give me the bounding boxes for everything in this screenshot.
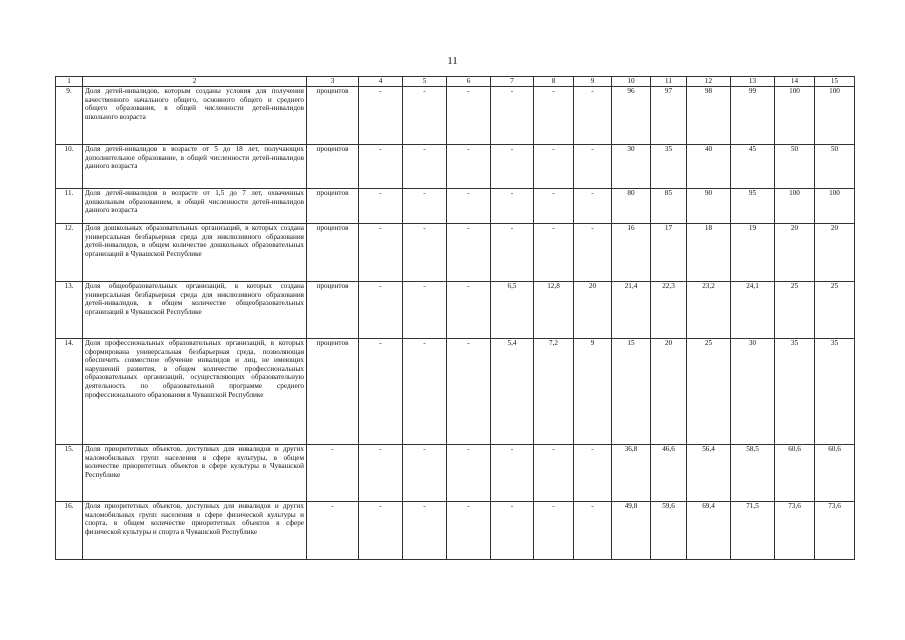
value-cell: 73,6 [815,502,855,560]
value-cell: 50 [775,145,815,189]
table-row [56,282,855,339]
value-cell: 40 [687,145,731,189]
indicators-table [55,76,855,560]
value-cell: - [447,224,491,282]
unit-cell: процентов [307,224,359,282]
row-number-cell: 10. [56,145,83,189]
column-number-cell: 8 [534,77,574,87]
value-cell: 58,5 [731,445,775,502]
value-cell: - [574,87,612,145]
value-cell: 17 [651,224,687,282]
value-cell: - [534,224,574,282]
unit-cell: процентов [307,145,359,189]
value-cell: - [491,502,534,560]
value-cell: - [359,145,403,189]
unit-cell: процентов [307,87,359,145]
column-number-cell: 6 [447,77,491,87]
column-number-cell: 10 [612,77,651,87]
indicator-description-cell: Доля приоритетных объектов, доступных для инвалидов и других маломобильных групп населения в сфере физической культуры и спорта, в общем количестве приоритетных объектов в сфере физической культуры и спорта в Чувашской Республике [83,502,307,560]
value-cell: - [534,87,574,145]
value-cell: 49,8 [612,502,651,560]
value-cell: 100 [775,189,815,224]
value-cell: - [359,282,403,339]
value-cell: 100 [775,87,815,145]
value-cell: 22,3 [651,282,687,339]
value-cell: 35 [651,145,687,189]
row-number-cell: 15. [56,445,83,502]
value-cell: - [403,87,447,145]
column-number-cell: 2 [83,77,307,87]
column-number-cell: 3 [307,77,359,87]
value-cell: 24,1 [731,282,775,339]
value-cell: - [403,224,447,282]
value-cell: 69,4 [687,502,731,560]
value-cell: - [447,282,491,339]
indicator-description-cell: Доля профессиональных образовательных организаций, в которых сформирована универсальная безбарьерная среда, позволяющая обеспечить совместное обучение инвалидов и лиц, не имеющих нарушений развития, в общем количестве профессиональных образовательных организаций, осуществляющих образовательную деятельность по образовательной программе среднего профессионального образования в Чувашской Республике [83,339,307,445]
value-cell: 73,6 [775,502,815,560]
value-cell: 5,4 [491,339,534,445]
row-number-cell: 16. [56,502,83,560]
indicator-description-cell: Доля дошкольных образовательных организаций, в которых создана универсальная безбарьерная среда для инклюзивного образования детей-инвалидов, в общем количестве дошкольных образовательных организаций в Чувашской Республике [83,224,307,282]
column-number-cell: 12 [687,77,731,87]
value-cell: 80 [612,189,651,224]
row-number-cell: 11. [56,189,83,224]
value-cell: - [359,339,403,445]
unit-cell: процентов [307,189,359,224]
value-cell: - [359,189,403,224]
value-cell: 85 [651,189,687,224]
value-cell: 20 [651,339,687,445]
value-cell: - [491,445,534,502]
value-cell: 46,6 [651,445,687,502]
row-number-cell: 9. [56,87,83,145]
value-cell: 6,5 [491,282,534,339]
value-cell: 100 [815,189,855,224]
value-cell: - [447,339,491,445]
value-cell: - [359,224,403,282]
value-cell: 9 [574,339,612,445]
value-cell: - [491,224,534,282]
column-number-row [56,77,855,87]
value-cell: 98 [687,87,731,145]
value-cell: - [574,445,612,502]
column-number-cell: 9 [574,77,612,87]
value-cell: 35 [775,339,815,445]
column-number-cell: 1 [56,77,83,87]
value-cell: 71,5 [731,502,775,560]
table-row [56,145,855,189]
value-cell: - [447,145,491,189]
value-cell: - [574,145,612,189]
value-cell: 20 [574,282,612,339]
value-cell: - [403,189,447,224]
value-cell: - [534,189,574,224]
value-cell: - [403,445,447,502]
value-cell: 21,4 [612,282,651,339]
value-cell: - [359,445,403,502]
value-cell: 96 [612,87,651,145]
value-cell: - [447,445,491,502]
value-cell: - [403,502,447,560]
unit-cell: - [307,502,359,560]
column-number-cell: 4 [359,77,403,87]
value-cell: - [403,145,447,189]
column-number-cell: 14 [775,77,815,87]
value-cell: - [491,87,534,145]
indicator-description-cell: Доля приоритетных объектов, доступных для инвалидов и других маломобильных групп населения в сфере культуры, в общем количестве приоритетных объектов в сфере культуры в Чувашской Республике [83,445,307,502]
value-cell: - [574,502,612,560]
row-number-cell: 14. [56,339,83,445]
page-number: 11 [447,55,458,67]
value-cell: - [447,87,491,145]
value-cell: 25 [815,282,855,339]
column-number-cell: 5 [403,77,447,87]
value-cell: 23,2 [687,282,731,339]
value-cell: 15 [612,339,651,445]
indicator-description-cell: Доля детей-инвалидов в возрасте от 5 до 18 лет, получающих дополнительное образование, в общей численности детей-инвалидов данного возраста [83,145,307,189]
table-row [56,87,855,145]
value-cell: - [403,339,447,445]
table-row [56,224,855,282]
value-cell: - [534,502,574,560]
value-cell: - [534,445,574,502]
table-row [56,339,855,445]
value-cell: 60,6 [815,445,855,502]
value-cell: 95 [731,189,775,224]
value-cell: 20 [815,224,855,282]
value-cell: 16 [612,224,651,282]
value-cell: - [359,502,403,560]
table-row [56,502,855,560]
value-cell: - [574,224,612,282]
value-cell: - [403,282,447,339]
value-cell: 45 [731,145,775,189]
table-row [56,445,855,502]
unit-cell: процентов [307,282,359,339]
value-cell: 18 [687,224,731,282]
row-number-cell: 12. [56,224,83,282]
value-cell: 59,6 [651,502,687,560]
indicator-description-cell: Доля детей-инвалидов, которым созданы условия для получения качественного начального общего, основного общего и среднего общего образования, в общей численности детей-инвалидов школьного возраста [83,87,307,145]
value-cell: 97 [651,87,687,145]
column-number-cell: 11 [651,77,687,87]
value-cell: 30 [731,339,775,445]
value-cell: 50 [815,145,855,189]
value-cell: 25 [687,339,731,445]
value-cell: 60,6 [775,445,815,502]
value-cell: 36,8 [612,445,651,502]
table-row [56,189,855,224]
row-number-cell: 13. [56,282,83,339]
value-cell: 7,2 [534,339,574,445]
column-number-cell: 15 [815,77,855,87]
value-cell: 30 [612,145,651,189]
value-cell: - [574,189,612,224]
value-cell: - [491,189,534,224]
unit-cell: процентов [307,339,359,445]
value-cell: 90 [687,189,731,224]
value-cell: 12,8 [534,282,574,339]
value-cell: 56,4 [687,445,731,502]
indicator-description-cell: Доля общеобразовательных организаций, в которых создана универсальная безбарьерная среда для инклюзивного образования детей-инвалидов, в общем количестве общеобразовательных организаций в Чувашской Республике [83,282,307,339]
value-cell: - [359,87,403,145]
value-cell: 25 [775,282,815,339]
value-cell: 20 [775,224,815,282]
value-cell: - [447,189,491,224]
column-number-cell: 7 [491,77,534,87]
value-cell: 99 [731,87,775,145]
value-cell: - [447,502,491,560]
unit-cell: - [307,445,359,502]
value-cell: - [491,145,534,189]
indicator-description-cell: Доля детей-инвалидов в возрасте от 1,5 до 7 лет, охваченных дошкольным образованием, в общей численности детей-инвалидов данного возраста [83,189,307,224]
value-cell: 35 [815,339,855,445]
value-cell: 100 [815,87,855,145]
column-number-cell: 13 [731,77,775,87]
value-cell: - [534,145,574,189]
value-cell: 19 [731,224,775,282]
